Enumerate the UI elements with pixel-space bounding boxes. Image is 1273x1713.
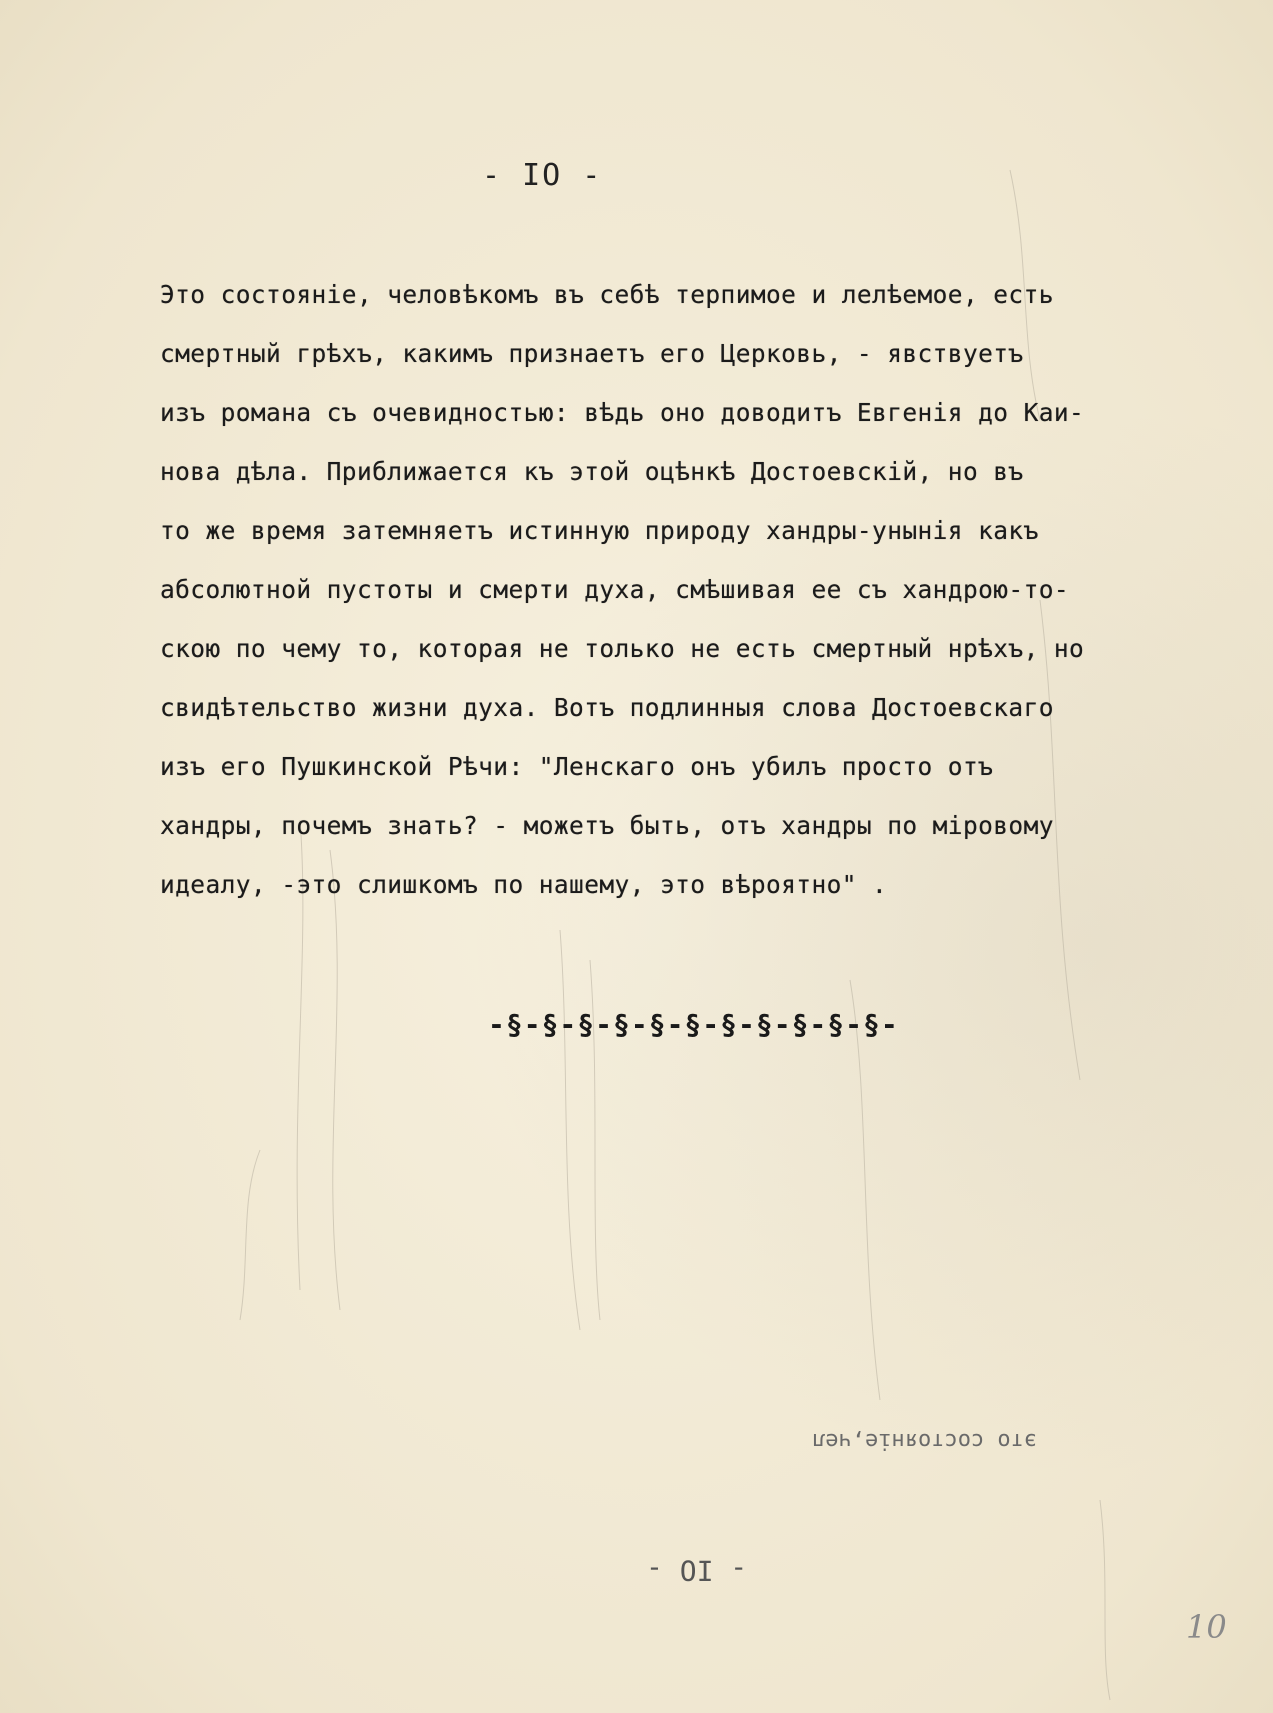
- page-number: - IO -: [482, 158, 603, 193]
- text-line: изъ романа съ очевидностью: вѣдь оно доводитъ Евгенiя до Каи-: [160, 398, 1085, 427]
- text-line: идеалу, -это слишкомъ по нашему, это вѣроятно" .: [160, 870, 888, 899]
- handwritten-page-number: 10: [1186, 1608, 1227, 1646]
- text-line: скою по чему то, которая не только не есть смертный нрѣхъ, но: [160, 634, 1085, 663]
- text-line: абсолютной пустоты и смерти духа, смѣшивая ее съ хандрою-то-: [160, 575, 1070, 604]
- section-ornament: -§-§-§-§-§-§-§-§-§-§-§-: [488, 1008, 899, 1041]
- text-line: нова дѣла. Приближается къ этой оцѣнкѣ Достоевскiй, но въ: [160, 457, 1024, 486]
- body-text: [160, 280, 1200, 929]
- reversed-bleed-through-page-number: - IO -: [646, 1554, 748, 1587]
- text-line: то же время затемняетъ истинную природу хандры-унынiя какъ: [160, 516, 1039, 545]
- text-line: хандры, почемъ знать? - можетъ быть, отъ хандры по мiровому: [160, 811, 1054, 840]
- text-line: свидѣтельство жизни духа. Вотъ подлинныя слова Достоевскаго: [160, 693, 1054, 722]
- text-line: изъ его Пушкинской Рѣчи: "Ленскаго онъ убилъ просто отъ: [160, 752, 994, 781]
- reversed-bleed-through-note: это состоянiе,чел: [812, 1428, 1038, 1453]
- text-line: Это состоянiе, человѣкомъ въ себѣ терпимое и лелѣемое, есть: [160, 280, 1054, 309]
- text-line: смертный грѣхъ, какимъ признаетъ его Церковь, - явствуетъ: [160, 339, 1024, 368]
